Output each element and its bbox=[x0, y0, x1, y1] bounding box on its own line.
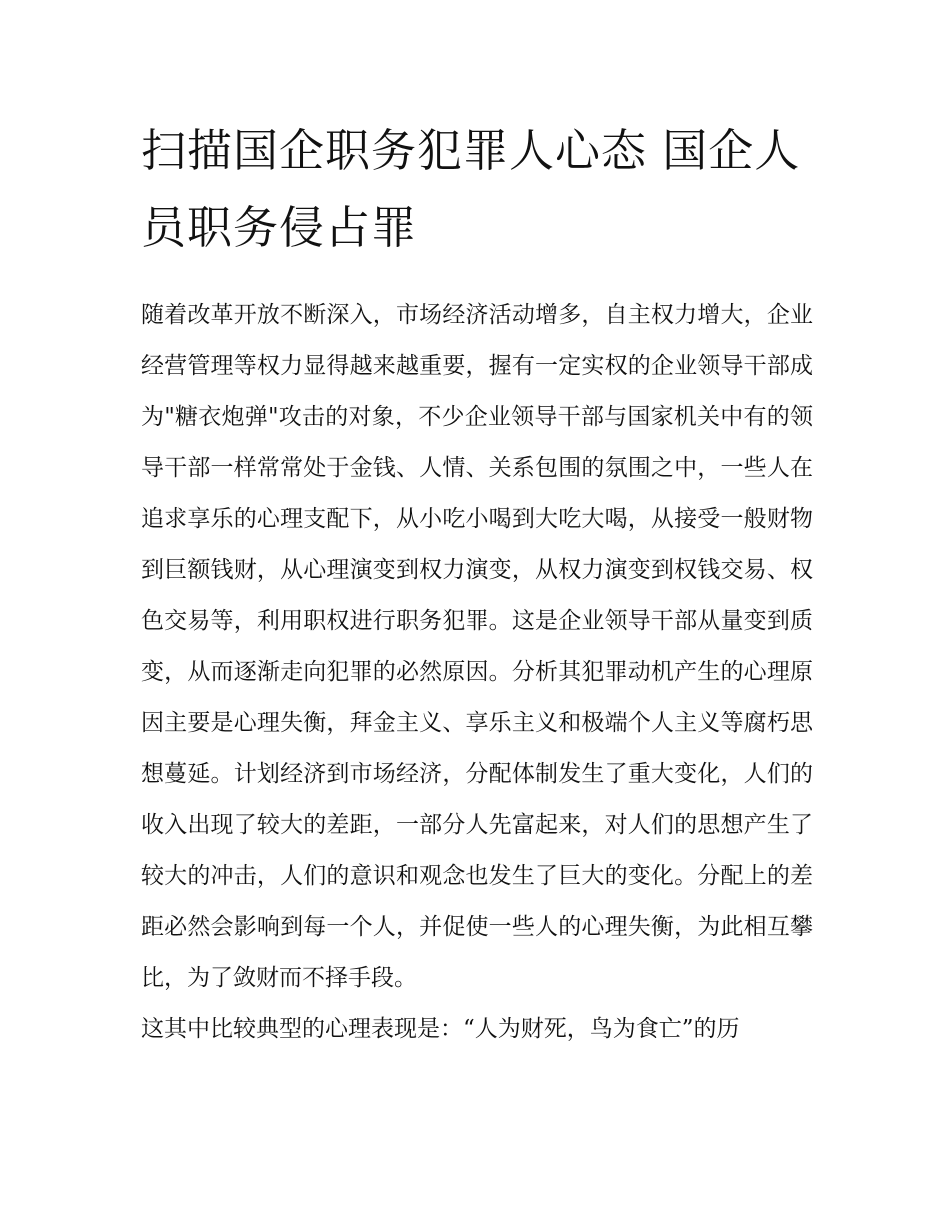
document-content bbox=[141, 112, 813, 1055]
body-paragraph-1: 随着改革开放不断深入，市场经济活动增多，自主权力增大，企业经营管理等权力显得越来越重要，握有一定实权的企业领导干部成为"糖衣炮弹"攻击的对象，不少企业领导干部与国家机关中有的领导干部一样常常处于金钱、人情、关系包围的氛围之中，一些人在追求享乐的心理支配下，从小吃小喝到大吃大喝，从接受一般财物到巨额钱财，从心理演变到权力演变，从权力演变到权钱交易、权色交易等，利用职权进行职务犯罪。这是企业领导干部从量变到质变，从而逐渐走向犯罪的必然原因。分析其犯罪动机产生的心理原因主要是心理失衡，拜金主义、享乐主义和极端个人主义等腐朽思想蔓延。计划经济到市场经济，分配体制发生了重大变化，人们的收入出现了较大的差距，一部分人先富起来，对人们的思想产生了较大的冲击，人们的意识和观念也发生了巨大的变化。分配上的差距必然会影响到每一个人，并促使一些人的心理失衡，为此相互攀比，为了敛财而不择手段。 bbox=[141, 302, 813, 991]
document-title: 扫描国企职务犯罪人心态 国企人员职务侵占罪 bbox=[141, 124, 801, 254]
body-paragraph-2: 这其中比较典型的心理表现是：“人为财死，鸟为食亡”的历 bbox=[141, 1016, 740, 1042]
